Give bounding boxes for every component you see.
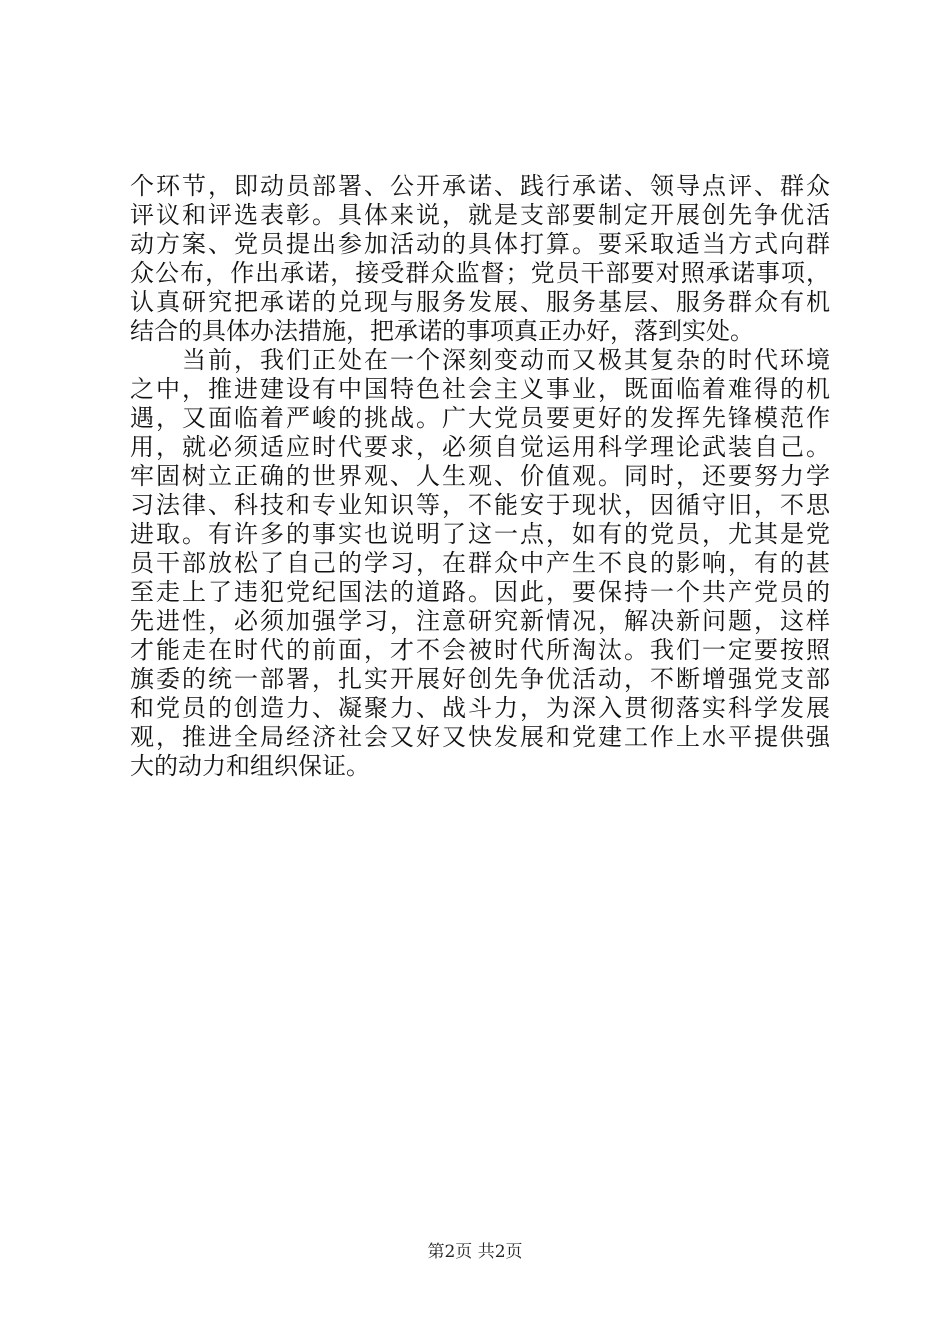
text-line: 当前，我们正处在一个深刻变动而又极其复杂的时代环境 <box>130 346 830 374</box>
text-line: 用，就必须适应时代要求，必须自觉运用科学理论武装自己。 <box>130 433 830 461</box>
text-line: 习法律、科技和专业知识等，不能安于现状，因循守旧，不思 <box>130 491 830 519</box>
text-line: 评议和评选表彰。具体来说，就是支部要制定开展创先争优活 <box>130 201 830 229</box>
text-line: 先进性，必须加强学习，注意研究新情况，解决新问题，这样 <box>130 607 830 635</box>
text-line: 动方案、党员提出参加活动的具体打算。要采取适当方式向群 <box>130 230 830 258</box>
text-line: 之中，推进建设有中国特色社会主义事业，既面临着难得的机 <box>130 375 830 403</box>
text-line: 大的动力和组织保证。 <box>130 752 370 780</box>
text-line: 个环节，即动员部署、公开承诺、践行承诺、领导点评、群众 <box>130 172 830 200</box>
text-line: 众公布，作出承诺，接受群众监督；党员干部要对照承诺事项， <box>130 259 830 287</box>
text-line: 旗委的统一部署，扎实开展好创先争优活动，不断增强党支部 <box>130 665 830 693</box>
text-line: 至走上了违犯党纪国法的道路。因此，要保持一个共产党员的 <box>130 578 830 606</box>
text-line: 观，推进全局经济社会又好又快发展和党建工作上水平提供强 <box>130 723 830 751</box>
text-line: 结合的具体办法措施，把承诺的事项真正办好，落到实处。 <box>130 317 754 345</box>
text-line: 和党员的创造力、凝聚力、战斗力，为深入贯彻落实科学发展 <box>130 694 830 722</box>
text-line: 才能走在时代的前面，才不会被时代所淘汰。我们一定要按照 <box>130 636 830 664</box>
text-line: 员干部放松了自己的学习，在群众中产生不良的影响，有的甚 <box>130 549 830 577</box>
text-line: 牢固树立正确的世界观、人生观、价值观。同时，还要努力学 <box>130 462 830 490</box>
body-text <box>130 172 830 781</box>
text-line: 认真研究把承诺的兑现与服务发展、服务基层、服务群众有机 <box>130 288 830 316</box>
text-line: 遇，又面临着严峻的挑战。广大党员要更好的发挥先锋模范作 <box>130 404 830 432</box>
page-footer: 第2页 共2页 <box>427 1242 523 1262</box>
text-line: 进取。有许多的事实也说明了这一点，如有的党员，尤其是党 <box>130 520 830 548</box>
